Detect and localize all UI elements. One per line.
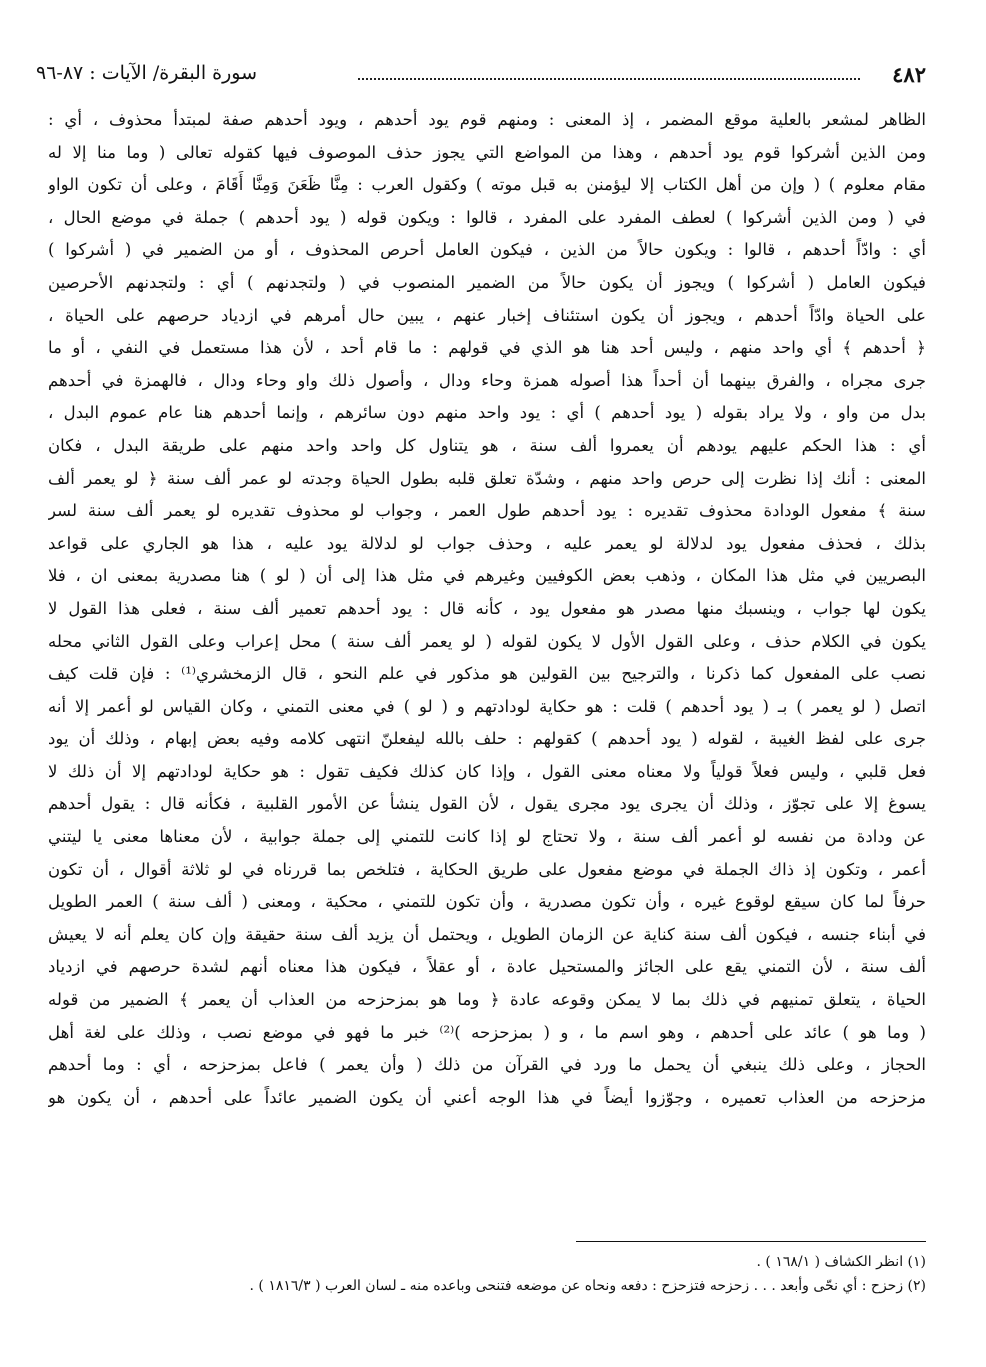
text-line: الحياة ، يتعلق تمنيهم في ذلك بما لا يمكن وقوعه عادة ﴿ وما هو بمزحزحه من العذاب أن يعمر ﴾ الضمير من قوله (48, 990, 926, 1010)
text-line: بدل من واو ، ولا يراد بقوله ( يود أحدهم ) أي : يود واحد منهم دون سائرهم ، وإنما أحدهم هنا عام عموم البدل ، (48, 403, 926, 423)
main-text (48, 104, 926, 1114)
text-line: المعنى : أنك إذا نظرت إلى حرص واحد منهم ، وشدّة تعلق قلبه بطول الحياة وجدته لو عمر ألف سنة ﴿ لو يعمر ألف (48, 468, 926, 488)
text-line: جرى مجراه ، والفرق بينهما أن أحداً هذا أصوله همزة وحاء ودال ، وأصول ذلك واو وحاء ودال ، فالهمزة في أحدهم (48, 370, 926, 390)
text-line: في أبناء جنسه ، فيكون ألف سنة كناية عن الزمان الطويل ، ويحتمل أن يزيد ألف سنة حقيقة وإن كان يعلم أنه لا يعيش (48, 924, 926, 944)
footnote-item: (١) انظر الكشاف ( ١٦٨/١ ) . (756, 1254, 926, 1270)
text-line: البصريين في مثل هذا المكان ، وذهب بعض الكوفيين وغيرهم في مثل هذا إلى أن ( لو ) هنا مصدرية بمعنى ان ، فلا (48, 566, 926, 586)
footnote-divider (576, 1241, 926, 1242)
text-line: أعمر ، وتكون إذ ذاك الجملة في موضع مفعول على طريق الحكاية ، فتلخص بما قررناه في لو ثلاثة أقوال ، أن تكون (48, 859, 926, 879)
text-line: مزحزحه من العذاب تعميره ، وجوّزوا أيضاً في هذا الوجه أعني أن يكون الضمير عائداً على أحدهم ، أن يكون هو (48, 1087, 926, 1107)
text-line: الحجاز ، وعلى ذلك ينبغي أن يحمل ما ورد في القرآن من ذلك ( وأن يعمر ) فاعل بمزحزحه ، أي : وما أحدهم (48, 1055, 926, 1075)
text-line: يكون في الكلام حذف ، وعلى القول الأول لا يكون لقوله ( لو يعمر ألف سنة ) محل إعراب وعلى القول الثاني محله (48, 631, 926, 651)
text-line: فعل قلبي ، وليس فعلاً قولياً ولا معناه معنى القول ، وإذا كان كذلك فكيف تقول : هو حكاية لودادتهم إلا أن ذلك لا (48, 761, 926, 781)
running-title: سورة البقرة/ الآيات : ٨٧-٩٦ (36, 62, 258, 84)
footnote-item: (٢) زحزح : أي نحّى وأبعد . . . زحزحه فتزحزح : دفعه ونحاه عن موضعه فتنحى وباعده منه ـ لسان العرب ( ١٨١٦/٣ ) . (249, 1278, 926, 1294)
page-header (36, 60, 926, 94)
text-line: بذلك ، فحذف مفعول يود لدلالة لو يعمر عليه ، وحذف جواب لو لدلالة يود عليه ، هذا هو الجاري على قواعد (48, 533, 926, 553)
page-number: ٤٨٢ (892, 62, 926, 87)
text-line: عن ودادة من نفسه لو أعمر ألف سنة ، ولا تحتاج لو إذا كانت للتمني إلى جملة جوابية ، لأن معناها معنى يا ليتني (48, 827, 926, 847)
text-line: مقام معلوم ) ( وإن من أهل الكتاب إلا ليؤمنن به قبل موته ) وكقول العرب : مِنَّا ظَعَنَ وَمِنَّا أَقَامَ ، وعلى أن تكون الواو (48, 175, 926, 195)
text-line: حرفاً لما كان سيقع لوقوع غيره ، وأن تكون مصدرية ، وأن تكون للتمني ، محكية ، ومعنى ( ألف سنة ) العمر الطويل (48, 892, 926, 912)
text-line: أي : وادّاً أحدهم ، قالوا : ويكون حالاً من الذين ، فيكون العامل أحرص المحذوف ، أو من الضمير في ( أشركوا ) (48, 240, 926, 260)
text-line: ﴿ أحدهم ﴾ أي واحد منهم ، وليس أحد هنا هو الذي في قولهم : ما قام أحد ، لأن هذا مستعمل في النفي ، أو ما (48, 338, 926, 358)
text-line: أي : هذا الحكم عليهم يودهم أن يعمروا ألف سنة ، هو يتناول كل واحد واحد منهم على طريقة البدل ، فكان (48, 435, 926, 455)
footnotes (106, 1250, 926, 1298)
text-line: فيكون العامل ( أشركوا ) ويجوز أن يكون حالاً من الضمير المنصوب في ( ولتجدنهم ) أي : ولتجدنهم الأحرصين (48, 272, 926, 292)
text-line: نصب على المفعول كما ذكرنا ، والترجيح بين القولين هو مذكور في علم النحو ، قال الزمخشري⁽¹⁾ : فإن قلت كيف (48, 664, 926, 684)
text-line: يسوغ إلا على تجوّز ، وذلك أن يجرى يود مجرى يقول ، لأن القول ينشأ عن الأمور القلبية ، فكأنه قال : يقول أحدهم (48, 794, 926, 814)
text-line: ألف سنة ، لأن التمني يقع على الجائز والمستحيل عادة ، أو عقلاً ، فيكون هذا معناه أنهم لشدة حرصهم في ازدياد (48, 957, 926, 977)
text-line: ومن الذين أشركوا قوم يود أحدهم ، وهذا من المواضع التي يجوز حذف الموصوف فيها كقوله تعالى ( وما منا إلا له (48, 142, 926, 162)
text-line: سنة ﴾ مفعول الودادة محذوف تقديره : يود أحدهم طول العمر ، وجواب لو محذوف تقديره لو يعمر ألف سنة لسر (48, 501, 926, 521)
header-dotted-leader (358, 78, 860, 80)
text-line: اتصل ( لو يعمر ) بـ ( يود أحدهم ) قلت : هو حكاية لودادتهم و ( لو ) في معنى التمني ، وكان القياس لو أعمر إلا أنه (48, 696, 926, 716)
text-line: يكون لها جواب ، وينسبك منها مصدر هو مفعول يود ، كأنه قال : يود أحدهم تعمير ألف سنة ، فعلى هذا القول لا (48, 598, 926, 618)
text-line: جرى على لفظ الغيبة ، لقوله ( يود أحدهم ) كقولهم : حلف بالله ليفعلنّ انتهى كلامه وفيه بعض إبهام ، وذلك أن يود (48, 729, 926, 749)
text-line: في ( ومن الذين أشركوا ) لعطف المفرد على المفرد ، قالوا : ويكون قوله ( يود أحدهم ) جملة في موضع الحال ، (48, 207, 926, 227)
text-line: على الحياة وادّاً أحدهم ، ويجوز أن يكون استئناف إخبار عنهم ، يبين حال أمرهم في ازدياد حرصهم على الحياة ، (48, 305, 926, 325)
text-line: الظاهر لمشعر بالعلية موقع المضمر ، إذ المعنى : ومنهم قوم يود أحدهم ، ويود أحدهم صفة لمبتدأ محذوف ، أي : (48, 110, 926, 129)
text-line: ( وما هو ) عائد على أحدهم ، وهو اسم ما ، و ( بمزحزحه )⁽²⁾ خبر ما فهو في موضع نصب ، وذلك على لغة أهل (48, 1022, 926, 1042)
